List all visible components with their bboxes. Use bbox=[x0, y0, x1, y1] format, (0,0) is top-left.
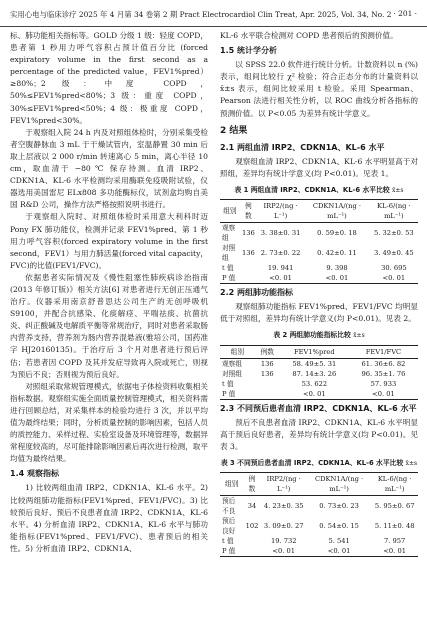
table-cell: 3. 09±0. 27 bbox=[263, 521, 304, 530]
section-heading-2-1: 2.1 两组血清 IRP2、CDKN1A、KL-6 水平 bbox=[220, 142, 385, 152]
table-cell: 5. 541 bbox=[328, 536, 350, 545]
table-header-cell: 组别 bbox=[220, 472, 243, 495]
left-column bbox=[10, 30, 208, 555]
table-row bbox=[220, 369, 418, 379]
table-header-cell: 例数 bbox=[240, 200, 257, 223]
section-heading-1-4: 1.4 观察指标 bbox=[10, 469, 59, 479]
table-header-cell: IRP2/(ng · L⁻¹) bbox=[257, 200, 304, 223]
table-cell: 观察组 bbox=[222, 359, 243, 368]
table-cell: <0. 01 bbox=[261, 546, 307, 557]
table-cell: 53. 622 bbox=[301, 379, 328, 388]
table-1 bbox=[220, 199, 418, 284]
paragraph: 1) 比较两组血清 IRP2、CDKN1A、KL-6 水平。2) 比较两组肺功能指标(FEV1%pred、FEV1/FVC)。3) 比较预后良好、预后不良患者血清 IRP2、CDKN1A、KL-6 水平。4) 分析血清 IRP2、CDKN1A、KL-6 水平与肺功能指标(FEV1%pred、FEV1/FVC)、患者预后的相关性。5) 分析血清 IRP2、CDKN1A、 bbox=[10, 483, 208, 553]
section-heading-1-5: 1.5 统计学分析 bbox=[220, 46, 277, 56]
table-2-caption: 表 2 两组肺功能指标比较 x̄±s bbox=[273, 331, 365, 340]
table-cell: t 值 bbox=[222, 379, 234, 388]
table-cell: 9. 398 bbox=[326, 264, 348, 273]
journal-header: 实用心电与临床诊疗 2025 年 4 月第 34 卷第 2 期 Pract Electrocardiol Clin Treat, Apr. 2025, Vol. 34, No. 2 bbox=[10, 10, 392, 19]
section-heading-2-3: 2.3 不同预后患者血清 IRP2、CDKN1A、KL-6 水平 bbox=[220, 403, 417, 413]
table-row bbox=[220, 516, 418, 536]
table-cell: 对照组 bbox=[222, 369, 243, 378]
table-header-row bbox=[220, 345, 418, 358]
table-header-cell: 组别 bbox=[220, 200, 240, 223]
table-cell: 0. 54±0. 15 bbox=[319, 521, 359, 530]
table-cell: 3. 38±0. 31 bbox=[260, 229, 301, 238]
table-header-cell: 例数 bbox=[243, 472, 260, 495]
table-cell: 0. 73±0. 23 bbox=[319, 501, 359, 510]
table-row bbox=[220, 273, 418, 284]
table-header-cell: CDKN1A/(ng · mL⁻¹) bbox=[307, 472, 371, 495]
table-row bbox=[220, 389, 418, 400]
table-cell: <0. 01 bbox=[304, 273, 370, 284]
paragraph: KL-6 水平联合检测对 COPD 患者预后的预测价值。 bbox=[220, 31, 398, 40]
table-cell: 87. 14±3. 26 bbox=[292, 369, 337, 378]
paragraph: 对照组采取常规管理模式，依据电子体检资料收集相关指标数据。观察组实施全面质量控制管理模式，相关资料需进行回顾总结，对采集样本的检验均进行 3 次，并以平均值为最终结果；同时，分析质量控制的影响因素，包括人员的质控能力、采样过程、实验室设备及环境管理等，数据异常程度较高的，尽可能排除影响因素后再次进行检测，取平均值为最终结果。 bbox=[10, 381, 208, 464]
table-cell: P 值 bbox=[220, 389, 255, 400]
table-row bbox=[220, 379, 418, 389]
table-row bbox=[220, 495, 418, 516]
table-cell bbox=[243, 546, 260, 557]
table-cell: 0. 59±0. 18 bbox=[317, 229, 357, 238]
table-cell: P 值 bbox=[220, 546, 243, 557]
table-cell: t 值 bbox=[222, 536, 234, 545]
table-cell: 观察组 bbox=[222, 224, 236, 243]
table-cell: 预后良好 bbox=[222, 516, 236, 535]
table-cell: <0. 01 bbox=[280, 389, 349, 400]
table-header-cell: IRP2/(ng · L⁻¹) bbox=[261, 472, 307, 495]
table-cell: 4. 23±0. 35 bbox=[263, 501, 304, 510]
table-row bbox=[220, 536, 418, 546]
table-3-caption: 表 3 不同预后患者血清 IRP2、CDKN1A、KL-6 水平比较 x̄±s bbox=[220, 458, 418, 467]
table-cell bbox=[255, 379, 280, 389]
table-cell bbox=[255, 389, 280, 400]
table-cell: 对照组 bbox=[222, 244, 236, 263]
table-header-cell: 例数 bbox=[255, 345, 280, 358]
table-cell: 7. 957 bbox=[384, 536, 406, 545]
table-cell: 5. 95±0. 67 bbox=[374, 501, 415, 510]
table-cell: 136 bbox=[260, 359, 274, 368]
table-cell: 136 bbox=[241, 249, 255, 258]
table-header-cell: FEV1/FVC bbox=[349, 345, 418, 358]
table-cell: 34 bbox=[247, 501, 257, 510]
paragraph: 于观察组入院时、对照组体检时采用意大利科时迈 Pony FX 肺功能仪，检测并记录 FEV1%pred、第 1 秒用力呼气容积(forced expiratory volume in the first second，FEV1）与用力肺活量(forced vital capacity，FVC)的比值(FEV1/FVC)。 bbox=[10, 212, 208, 270]
table-cell: 30. 695 bbox=[381, 264, 407, 273]
paragraph: 观察组肺功能指标 FEV1%pred、FEV1/FVC 均明显低于对照组，差异均有统计学意义(均 P<0.01)。见表 2。 bbox=[220, 302, 418, 324]
table-cell: P 值 bbox=[220, 273, 240, 284]
table-cell: 19. 732 bbox=[270, 536, 297, 545]
table-cell: 预后不良 bbox=[222, 496, 236, 515]
table-cell bbox=[243, 536, 260, 546]
table-cell: 19. 941 bbox=[267, 264, 294, 273]
table-header-cell: CDKN1A/(ng · mL⁻¹) bbox=[304, 200, 370, 223]
table-header-cell: 组别 bbox=[220, 345, 255, 358]
table-row bbox=[220, 223, 418, 244]
table-cell: t 值 bbox=[222, 264, 234, 273]
table-cell: 5. 11±0. 48 bbox=[374, 521, 415, 530]
paragraph: 预后不良患者血清 IRP2、CDKN1A、KL-6 水平明显高于预后良好患者，差异均有统计学意义(均 P<0.01)。见表 3。 bbox=[220, 417, 418, 451]
table-row bbox=[220, 358, 418, 369]
table-cell bbox=[240, 263, 257, 273]
paragraph: 依据患者实际情况及《慢性阻塞性肺疾病诊治指南(2013 年修订版)》相关方法[6] 对患者进行无创正压通气治疗。仪器采用南京舒普思达公司生产的无创呼吸机 S9100，并配合抗感染、化痰解痉、平喘祛痰、抗菌抗炎、纠正酸碱及电解质平衡等常规治疗，同时对患者采取肠内营养支持，营养剂为肠内营养混悬液(雅培公司，国药准字 HJ20160135)。于治疗后 3 个月对患者进行预后评估；若患者因 COPD 及其并发症导致再入院或死亡，则视为预后不良；否则视为预后良好。 bbox=[10, 272, 208, 379]
table-2 bbox=[220, 345, 418, 400]
table-cell: <0. 01 bbox=[307, 546, 371, 557]
paragraph: 观察组血清 IRP2、CDKN1A、KL-6 水平明显高于对照组，差异均有统计学意义(均 P<0.01)。见表 1。 bbox=[220, 156, 418, 178]
table-cell: 3. 49±0. 45 bbox=[374, 249, 414, 258]
table-cell: 102 bbox=[245, 521, 259, 530]
table-cell: <0. 01 bbox=[257, 273, 304, 284]
right-column bbox=[220, 30, 418, 557]
section-heading-2-2: 2.2 两组肺功能指标 bbox=[220, 288, 293, 298]
table-header-row bbox=[220, 472, 418, 495]
page-number: · 201 · bbox=[393, 9, 417, 18]
table-cell bbox=[240, 273, 257, 284]
table-cell: 2. 73±0. 22 bbox=[260, 249, 301, 258]
table-header-cell: KL-6/(ng · mL⁻¹) bbox=[371, 472, 418, 495]
table-header-row bbox=[220, 200, 418, 223]
table-cell: <0. 01 bbox=[370, 273, 418, 284]
table-cell: <0. 01 bbox=[349, 389, 418, 400]
table-header-cell: KL-6/(ng · mL⁻¹) bbox=[370, 200, 418, 223]
table-3 bbox=[220, 472, 418, 557]
table-cell: 136 bbox=[260, 369, 274, 378]
table-row bbox=[220, 546, 418, 557]
section-heading-2: 2 结果 bbox=[220, 125, 248, 136]
table-1-caption: 表 1 两组血清 IRP2、CDKN1A、KL-6 水平比较 x̄±s bbox=[234, 186, 404, 195]
table-cell: 96. 35±1. 76 bbox=[361, 369, 406, 378]
running-header bbox=[0, 0, 427, 27]
table-cell: 5. 32±0. 53 bbox=[374, 229, 414, 238]
table-cell: 136 bbox=[241, 229, 255, 238]
table-cell: 61. 36±6. 82 bbox=[361, 359, 406, 368]
table-cell: 0. 42±0. 11 bbox=[317, 249, 357, 258]
table-cell: <0. 01 bbox=[371, 546, 418, 557]
paragraph: 标、肺功能相关指标等。GOLD 分级 1 级：轻度 COPD，患者第 1 秒用力呼气容积占预计值百分比 (forced expiratory volume in the first second as a percentage of the predicted value，FEV1%pred）≥80%；2 级：中度 COPD，50%≤FEV1%pred<80%；3 级：重度 COPD，30%≤FEV1%pred<50%；4 级：极重度 COPD，FEV1%pred<30%。 bbox=[10, 31, 208, 125]
table-row bbox=[220, 263, 418, 273]
table-header-cell: FEV1%pred bbox=[280, 345, 349, 358]
table-cell: 57. 933 bbox=[370, 379, 397, 388]
paragraph: 以 SPSS 22.0 软件进行统计分析。计数资料以 n (%) 表示，组间比较行 χ² 检验；符合正态分布的计量资料以 x̄±s 表示，组间比较采用 t 检验。采用 Spearman、Pearson 法进行相关性分析，以 ROC 曲线分析各指标的预测价值。以 P<0.05 为差异有统计学意义。 bbox=[220, 60, 418, 118]
paragraph: 于观察组入院 24 h 内及对照组体检时，分别采集受检者空腹静脉血 3 mL 于干燥试管内，室温静置 30 min 后取上层液以 2 000 r/min 转速离心 5 min，离心半径 10 cm，取血清于 −80 ℃ 保存待测。血清 IRP2、CDKN1A、KL-6 水平检测均采用酶联免疫吸附试验，仪器选用美国雷尼 ELx808 多功能酶标仪，试剂盒均购自美国 R&D 公司，操作方法严格按照说明书进行。 bbox=[10, 127, 208, 210]
table-row bbox=[220, 243, 418, 263]
table-cell: 58. 49±5. 31 bbox=[292, 359, 337, 368]
